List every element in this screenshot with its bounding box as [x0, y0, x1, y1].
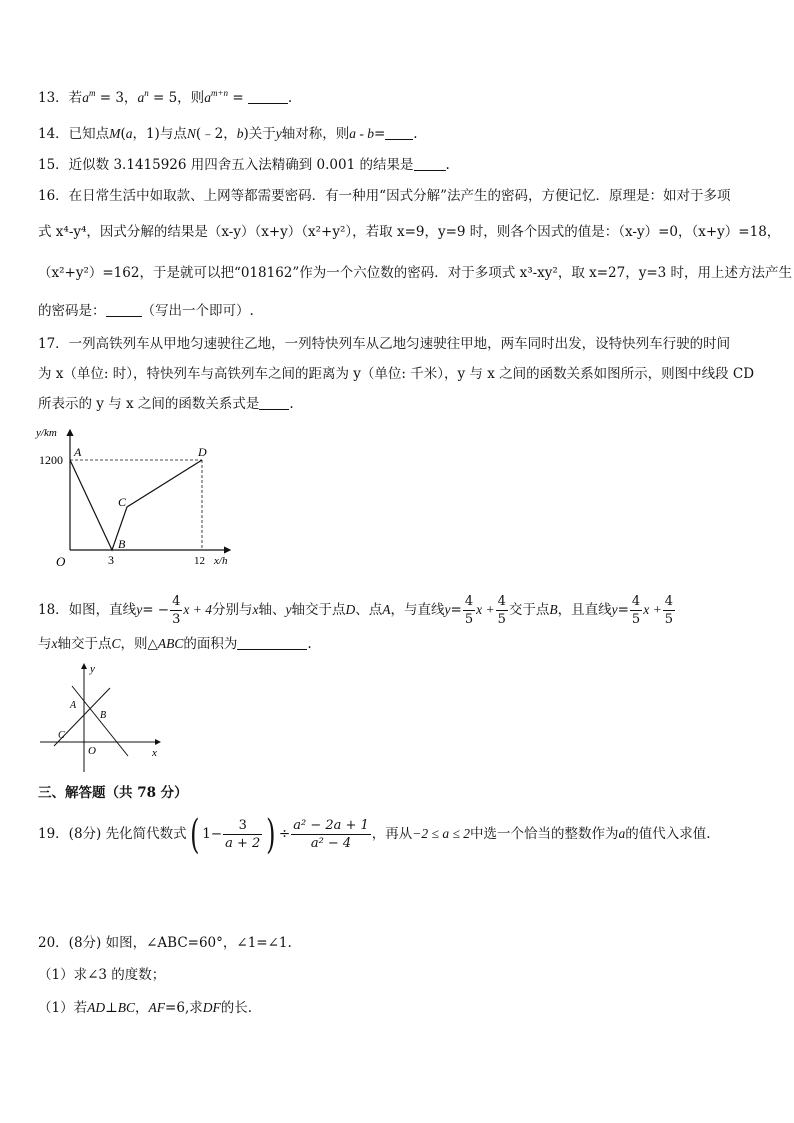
answer-blank-17[interactable] [259, 395, 289, 410]
answer-blank-15[interactable] [414, 156, 446, 171]
label-x: x [152, 747, 157, 759]
question-16-line-4: 的密码是： （写出一个即可）. [38, 303, 254, 319]
point-B: B [118, 537, 126, 551]
figure-18-lines [36, 660, 168, 778]
line-AD [72, 686, 128, 756]
question-20-line-3: （1）若AD⊥BC，AF=6,求DF的长. [38, 1000, 253, 1016]
answer-blank-18[interactable] [237, 635, 307, 650]
question-16-line-2: 式 x⁴-y⁴，因式分解的结果是（x-y）（x+y）（x²+y²），若取 x=9，y=9 时，则各个因式的值是：（x-y）=0，（x+y）=18， [38, 224, 781, 240]
label-A: A [70, 700, 77, 711]
label-B: B [100, 710, 107, 721]
section-3-heading: 三、解答题（共 78 分） [38, 785, 188, 801]
question-16-line-1: 16．在日常生活中如取款、上网等都需要密码．有一种用“因式分解”法产生的密码，方便记忆．原理是：如对于多项 [38, 188, 731, 204]
ylabel: y/km [36, 427, 57, 439]
xlabel: x/h [214, 555, 228, 567]
question-17-line-1: 17．一列高铁列车从甲地匀速驶往乙地，一列特快列车从乙地匀速驶往甲地，两车同时出发，设特快列车行驶的时间 [38, 336, 731, 352]
x-tick-12: 12 [194, 555, 205, 567]
question-20-line-2: （1）求∠3 的度数； [38, 967, 166, 983]
y-tick-1200: 1200 [39, 453, 63, 467]
question-16-line-3: （x²+y²）=162，于是就可以把“018162”作为一个六位数的密码．对于多项式 x³-xy²，取 x=27，y=3 时，用上述方法产生 [38, 265, 793, 281]
label-O: O [88, 745, 96, 757]
origin-O: O [56, 554, 66, 569]
fraction-4-3: $\frac{4}{3}$ [172, 594, 181, 627]
label-y: y [90, 663, 95, 675]
question-15: 15．近似数 3.1415926 用四舍五入法精确到 0.001 的结果是 . [38, 157, 450, 173]
question-18-line-2: 与x轴交于点C，则△ABC的面积为 . [38, 636, 312, 652]
figure-17-graph [30, 422, 240, 572]
question-20-line-1: 20．(8分) 如图，∠ABC=60°，∠1=∠1. [38, 935, 292, 951]
label-C: C [58, 730, 65, 741]
point-D: D [198, 445, 207, 459]
point-C: C [118, 495, 127, 509]
question-17-line-3: 所表示的 y 与 x 之间的函数关系式是 . [38, 396, 294, 412]
answer-blank-16[interactable] [106, 302, 142, 317]
graph-polyline-ABCD [70, 460, 202, 550]
answer-blank-14[interactable] [385, 125, 413, 140]
answer-blank-13[interactable] [248, 89, 288, 104]
question-14: 14．已知点M(a，1)与点N(﹣2，b)关于y轴对称，则a - b= . [38, 126, 418, 142]
question-19: 19．(8分) 先化简代数式( 1− $\frac{3}{a + 2}$ ) ÷ $\frac{\text{a² − 2a + 1}}{\text{a² − 4}}$ ，再从−2 ≤ a ≤ 2中选一个恰当的整数作为a的值代入求值. [38, 811, 711, 858]
question-18-line-1: 18．如图，直线y= − $\frac{4}{3}$ x + 4分别与x轴、y轴交于点D、点A，与直线y= $\frac{4}{5}$ x + $\frac{4}{5}$ 交于点B，且直线y= $\frac{4}{5}$ x + $\frac{4}{5}$ [38, 594, 673, 627]
point-A: A [74, 445, 82, 459]
question-17-line-2: 为 x（单位: 时），特快列车与高铁列车之间的距离为 y（单位: 千米），y 与 x 之间的函数关系如图所示，则图中线段 CD [38, 366, 755, 382]
x-tick-3: 3 [108, 553, 114, 567]
question-13: 13．若$a^m = 3$，$a^n = 5$，则$a^{m+n}$ = . [38, 88, 293, 106]
